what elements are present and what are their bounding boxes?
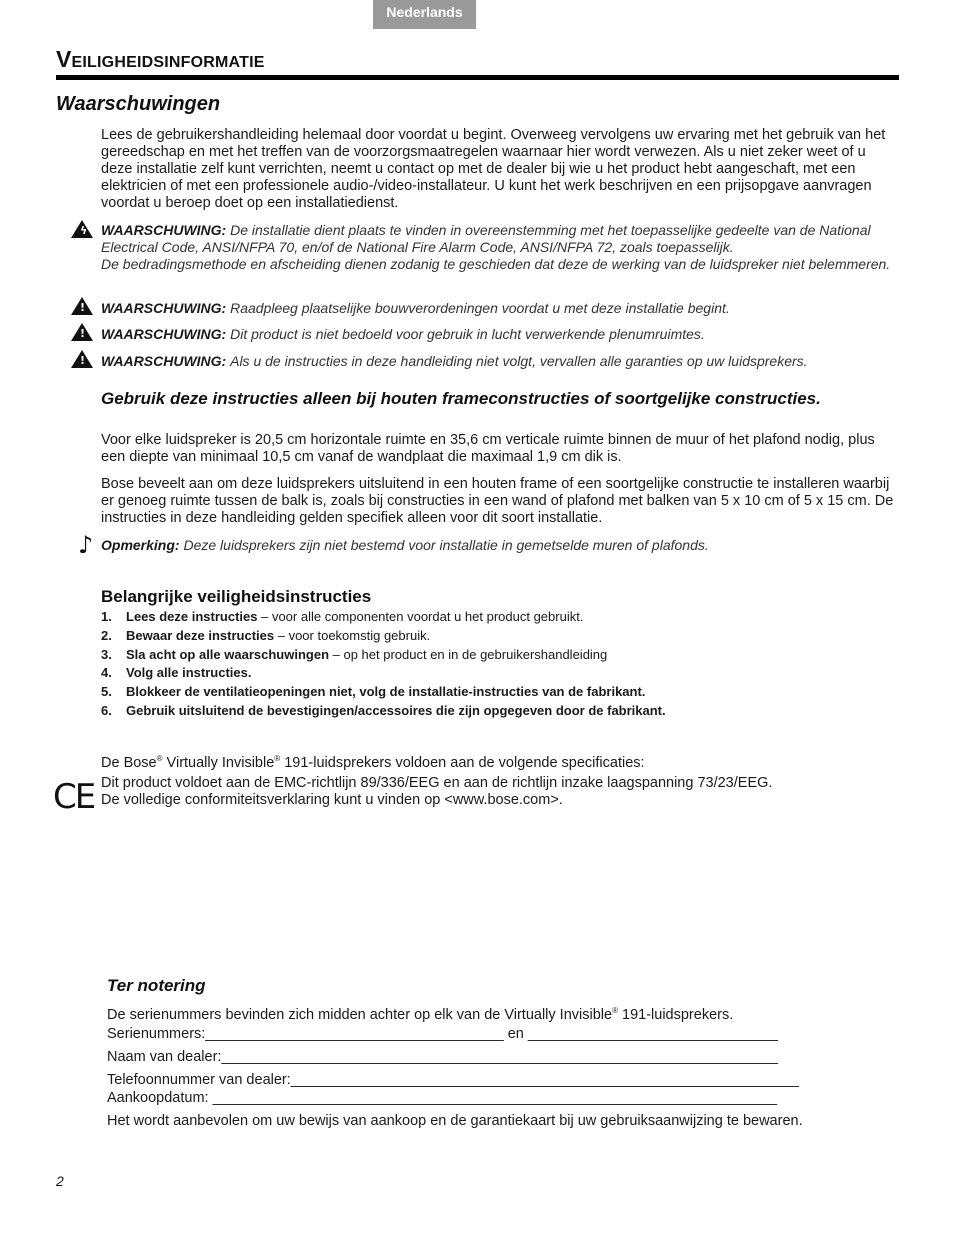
list-item: 1. Lees deze instructies – voor alle componenten voordat u het product gebruikt. [101, 609, 584, 624]
warnings-heading: Waarschuwingen [56, 93, 221, 115]
warning-triangle-icon: ! [71, 297, 93, 315]
warning-item: WAARSCHUWING: Als u de instructies in deze handleiding niet volgt, vervallen alle garanties op uw luidsprekers. [101, 353, 808, 369]
warning-triangle-icon: ! [71, 350, 93, 368]
records-intro: De serienummers bevinden zich midden achter op elk van de Virtually Invisible® 191-luidsprekers. [107, 1006, 734, 1023]
list-item: 2. Bewaar deze instructies – voor toekomstig gebruik. [101, 627, 431, 643]
warning-triangle-icon: ! [71, 323, 93, 341]
wood-frame-heading: Gebruik deze instructies alleen bij houten frameconstructies of soortgelijke constructies. [101, 389, 821, 408]
purchase-date-field: Aankoopdatum: ______________________________________________________________________ [107, 1090, 778, 1106]
warning-item: WAARSCHUWING: Dit product is niet bedoeld voor gebruik in lucht verwerkende plenumruimtes. [101, 326, 705, 342]
music-note-icon: ♪ [78, 531, 94, 559]
compliance-statement: De Bose® Virtually Invisible® 191-luidsprekers voldoen aan de volgende specificaties: [101, 754, 645, 771]
serial-number-field: Serienummers:_____________________________________ en _______________________________ [107, 1026, 778, 1042]
list-item: 5. Blokkeer de ventilatieopeningen niet, volg de installatie-instructies van de fabrikant. [101, 684, 646, 700]
warning-item: WAARSCHUWING: Raadpleeg plaatselijke bouwverordeningen voordat u met deze installatie begint. [101, 300, 730, 316]
title-rule [56, 75, 899, 80]
wood-frame-paragraph: Bose beveelt aan om deze luidsprekers uitsluitend in een houten frame of een soortgelijke constructie te installeren waarbij er genoeg ruimte tussen de balk is, zoals bij constructies in een wand of plafond met balken van 5 x 10 cm of 5 x 15 cm. De instructies in deze handleiding gelden specifiek alleen voor dit soort installatie. [101, 476, 894, 526]
ce-mark-icon: CE [53, 777, 95, 817]
warnings-intro: Lees de gebruikershandleiding helemaal door voordat u begint. Overweeg vervolgens uw ervaring met het gebruik van het gereedschap en met het treffen van de voorzorgsmaatregelen waarnaar hier wordt verwezen. Als u niet zeker weet of u deze installatie zelf kunt verrichten, neemt u contact op met de dealer bij wie u het product hebt aangeschaft, met een elektricien of met een professionele audio-/video-installateur. U kunt het werk beschrijven en een prijsopgave aanvragen voordat u beroep doet op een installatiedienst. [101, 127, 886, 211]
electric-warning-icon: ϟ [71, 220, 93, 238]
records-heading: Ter notering [107, 976, 206, 995]
note: Opmerking: Deze luidsprekers zijn niet bestemd voor installatie in gemetselde muren of plafonds. [101, 537, 709, 553]
list-item: 6. Gebruik uitsluitend de bevestigingen/accessoires die zijn opgegeven door de fabrikant. [101, 702, 666, 718]
safety-list [101, 608, 901, 721]
dealer-name-field: Naam van dealer:_____________________________________________________________________ [107, 1049, 778, 1065]
list-item: 3. Sla acht op alle waarschuwingen – op het product en in de gebruikershandleiding [101, 646, 608, 662]
ce-statement: Dit product voldoet aan de EMC-richtlijn 89/336/EEG en aan de richtlijn inzake laagspanning 73/23/EEG. De volledige conformiteitsverklaring kunt u vinden op <www.bose.com>. [101, 775, 773, 808]
safety-heading: Belangrijke veiligheidsinstructies [101, 587, 372, 606]
list-item: 4. Volg alle instructies. [101, 665, 252, 681]
page-number: 2 [56, 1173, 64, 1189]
records-advice: Het wordt aanbevolen om uw bewijs van aankoop en de garantiekaart bij uw gebruiksaanwijzing te bewaren. [107, 1113, 803, 1129]
language-tab: Nederlands [373, 0, 476, 29]
wood-frame-paragraph: Voor elke luidspreker is 20,5 cm horizontale ruimte en 35,6 cm verticale ruimte binnen de muur of het plafond nodig, plus een diepte van minimaal 10,5 cm vanaf de wandplaat die maximaal 1,9 cm dik is. [101, 432, 875, 465]
dealer-phone-field: Telefoonnummer van dealer:_______________________________________________________________ [107, 1072, 799, 1088]
warning-item: WAARSCHUWING: De installatie dient plaats te vinden in overeenstemming met het toepasselijke gedeelte van de National Electrical Code, ANSI/NFPA 70, en/of de National Fire Alarm Code, ANSI/NFPA 72, zoals toepasselijk. De bedradingsmethode en afscheiding dienen zodanig te geschieden dat deze de werking van de luidspreker niet belemmeren. [101, 222, 891, 272]
section-title: Veiligheidsinformatie [56, 46, 265, 72]
